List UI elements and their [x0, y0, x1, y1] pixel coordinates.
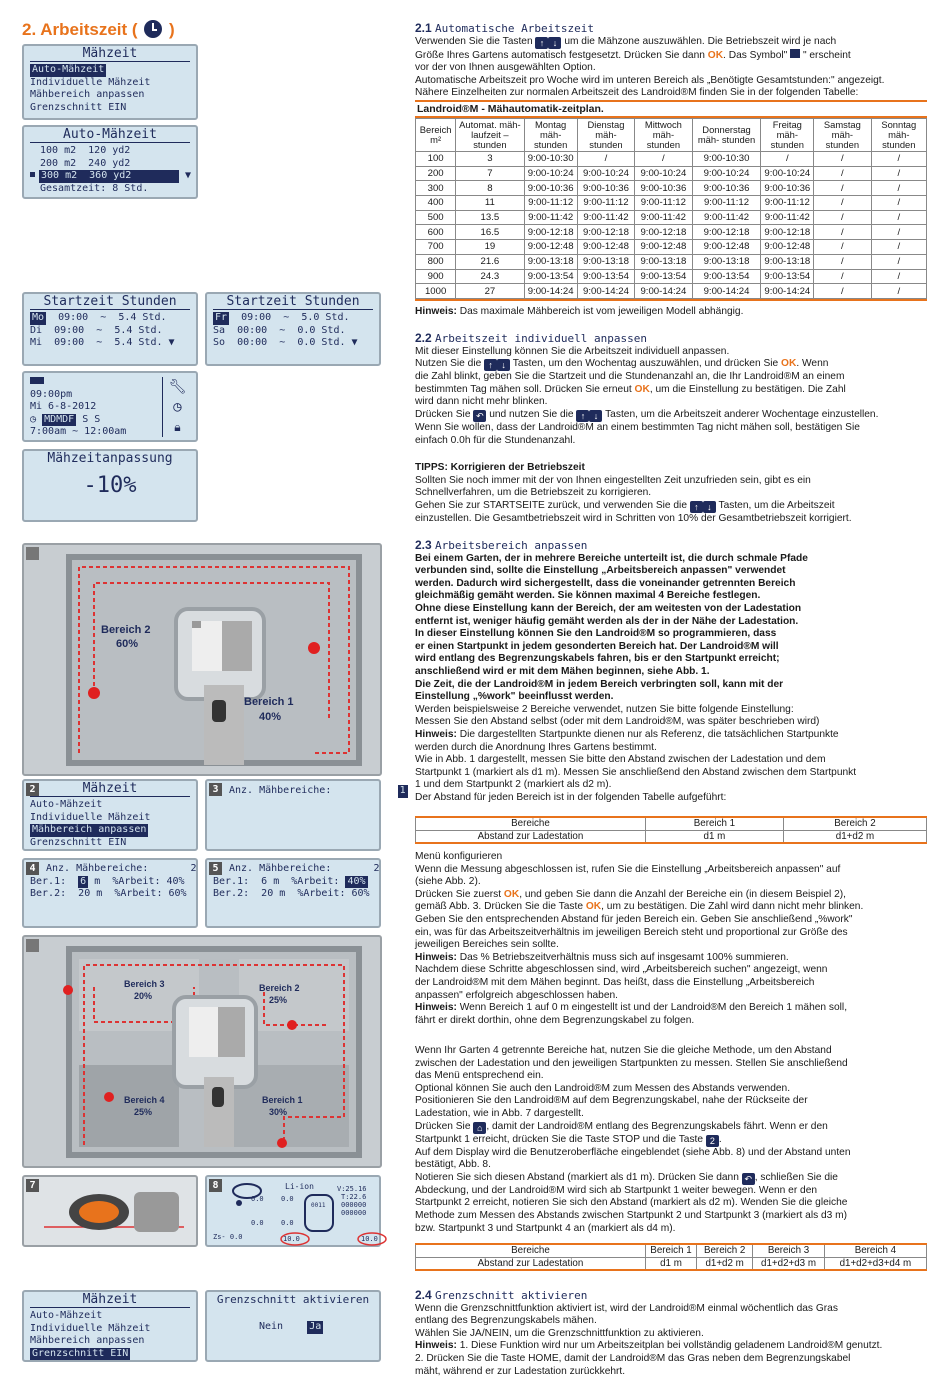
table-cell: / [814, 269, 871, 284]
lcd-mowing-menu [22, 44, 198, 120]
four-areas-section: Wenn Ihr Garten 4 getrennte Bereiche hat, nutzen Sie die gleiche Methode, um den Abstand zwischen der Ladestation und den jeweiligen Startpunkten zu messen. Stellen Sie anschließend das Menü entsprechend ein. Optional können Sie auch den Landroid®M zum Messen des Abstands verwenden. Positionieren Sie den Landroid®M auf dem Begrenzungskabel, nahe der Rückseite der Ladestation, wie in Abb. 7 dargestellt. Drücken Sie ⌂ , damit der Landroid®M entlang des Begrenzungskabels fährt. Wenn er den Startpunkt 1 erreicht, drücken Sie die Taste STOP und die Taste 2 . Auf dem Display wird die Benutzeroberfläche eingeblendet (siehe Abb. 8) und der Abstand unten bestätigt, Abb. 8. Notieren Sie sich diesen Abstand (markiert als d1 m). Drücken Sie dann ↶ , schließen Sie die Abdeckung, und der Landroid®M wird sich ab Startpunkt 1 weiter bewegen. Wenn er den Startpunkt 2 erreicht, notieren Sie sich den Abstand (markiert als d2 m). Wenden Sie die gleiche Methode zum Messen des Abstands zwischen Startpunkt 2 und Startpunkt 3 (markiert als d3 m) bzw. Startpunkt 3 und Startpunkt 4 an (markiert als d4 m). [415, 1045, 851, 1234]
table-cell: Bereiche [416, 817, 646, 830]
table-cell: 9:00-11:42 [761, 210, 814, 225]
table-row [416, 225, 927, 240]
table-cell: 9:00-13:54 [692, 269, 761, 284]
bold-line: Die Zeit, die der Landroid®M in jedem Bereich verbringten soll, kann mit der [415, 678, 784, 690]
lcd-auto-mowing [22, 125, 198, 199]
table-cell: / [871, 166, 926, 181]
area-1-label: Bereich 1 [244, 696, 294, 708]
table-cell: 9:00-10:36 [577, 181, 634, 196]
area-option-selected[interactable]: 300 m2 360 yd2 [39, 170, 179, 183]
option-yes[interactable]: Ja [309, 1321, 322, 1332]
table-header: Montag mäh- stunden [524, 119, 577, 152]
table-cell: Bereich 2 [697, 1244, 753, 1257]
area-4-label: Bereich 4 [124, 1095, 165, 1105]
table-cell: / [871, 225, 926, 240]
menu-item-area[interactable]: Mähbereich anpassen [30, 89, 145, 100]
table-cell: Bereich 1 [645, 817, 783, 830]
table-cell: 9:00-12:48 [524, 240, 577, 255]
table-cell: 9:00-14:24 [577, 284, 634, 299]
distance-field[interactable]: 6 [80, 875, 87, 887]
table-header: Bereich m² [416, 119, 456, 152]
arrow-up-key-icon: ↑ [690, 501, 703, 513]
figure-badge: 2 [26, 783, 39, 796]
figure-badge: 5 [209, 862, 222, 875]
table-header: Sonntag mäh- stunden [871, 119, 926, 152]
lcd-schedule-2: Startzeit Stunden Fr 09:00 ~ 5.0 Std. Sa 00:00 ~ 0.0 Std. So 00:00 ~ 0.0 Std. ▼ [205, 292, 381, 366]
lcd-title: Auto-Mähzeit [30, 127, 190, 143]
area-count-value[interactable]: 1 [399, 785, 406, 796]
lcd-edge-cut [205, 1290, 381, 1362]
area-option[interactable]: 100 m2 120 yd2 [40, 145, 131, 156]
table-cell: 16.5 [456, 225, 524, 240]
menu-item-auto[interactable]: Auto-Mähzeit [32, 64, 105, 75]
table-cell: / [871, 284, 926, 299]
figure-7-mower-position [22, 1175, 198, 1247]
table-cell: / [635, 152, 692, 167]
svg-text:60%: 60% [116, 638, 139, 650]
table-cell: / [814, 210, 871, 225]
svg-text:10.0: 10.0 [361, 1235, 378, 1243]
section-2-4: 2.4 Grenzschnitt aktivieren Wenn die Grenzschnittfunktion aktiviert ist, wird der Landroid®M einmal wöchentlich das Gras entlang des Begrenzungskabels mähen. Wählen Sie JA/NEIN, um die Grenzschnittfunktion zu aktivieren. Hinweis: 1. Diese Funktion wird nur um Arbeitszeitplan bei vollständig geladenem Landroid®M genutzt. 2. Drücken Sie die Taste HOME, damit der Landroid®M das Gras neben dem Begrenzungskabel mäht, während er zur Ladestation zurückkehrt. [415, 1288, 883, 1377]
table-cell: 600 [416, 225, 456, 240]
bold-line: Bei einem Garten, der in mehrere Bereiche unterteilt ist, die durch schmale Pfade [415, 552, 808, 564]
figure-badge [26, 547, 39, 560]
table-cell: / [814, 181, 871, 196]
table-row [416, 166, 927, 181]
svg-text:T:22.6: T:22.6 [341, 1193, 367, 1201]
table-cell: d1+d2 m [697, 1257, 753, 1270]
table-cell: / [871, 210, 926, 225]
svg-text:000000: 000000 [341, 1201, 367, 1209]
table-cell: 9:00-11:42 [577, 210, 634, 225]
table-cell: 9:00-12:48 [761, 240, 814, 255]
table-row [416, 269, 927, 284]
table-cell: Abstand zur Ladestation [416, 830, 646, 843]
lcd-schedule-1: Startzeit Stunden Mo 09:00 ~ 5.4 Std. Di 09:00 ~ 5.4 Std. Mi 09:00 ~ 5.4 Std. ▼ [22, 292, 198, 366]
table-cell: / [814, 240, 871, 255]
clock-icon [144, 20, 162, 38]
table-cell: d1+d2 m [783, 830, 926, 843]
table-header: Freitag mäh- stunden [761, 119, 814, 152]
figure-badge [26, 939, 39, 952]
day-sa[interactable]: Sa [213, 324, 226, 336]
garden-diagram [24, 545, 380, 774]
hint-max-area: Hinweis: Das maximale Mähbereich ist vom jeweiligen Modell abhängig. [415, 306, 744, 317]
table-cell: 9:00-13:18 [692, 254, 761, 269]
section-2-2: 2.2 Arbeitszeit individuell anpassen Mit dieser Einstellung können Sie die Arbeitszeit individuell anpassen. Nutzen Sie die ↑ ↓ Tasten, um den Wochentag auszuwählen, und drücken Sie OK. Wenn die Zahl blinkt, geben Sie die Startzeit und die Stundenanzahl an, die Ihr Landroid®M an einem bestimmten Tag mähen soll. Drücken Sie erneut OK, um die Einstellung zu bestätigen. Die Zahl wird dann nicht mehr blinken. Drücken Sie ↶ und nutzen Sie die ↑ ↓ Tasten, um die Arbeitszeit anderer Wochentage einzustellen. Wenn Sie wollen, dass der Landroid®M an einem bestimmten Tag nicht mähen soll, bestätigen Sie einfach 0.0h für die Stundenanzahl. [415, 331, 879, 446]
table-cell: 9:00-14:24 [635, 284, 692, 299]
bold-line: Einstellung „%work" beeinflusst werden. [415, 691, 614, 703]
back-key-icon: ↶ [473, 410, 486, 422]
start-point-2 [88, 687, 100, 699]
table-cell: / [871, 181, 926, 196]
distance-readout: 10.0 [283, 1235, 300, 1243]
table-cell: 9:00-10:24 [635, 166, 692, 181]
table-cell: 9:00-12:18 [577, 225, 634, 240]
page-title: 2. Arbeitszeit ( ) [22, 20, 175, 39]
figure-badge: 3 [209, 783, 222, 796]
scroll-down-icon[interactable]: ▼ [179, 170, 192, 181]
table-cell: 9:00-10:24 [761, 166, 814, 181]
table-cell: / [814, 152, 871, 167]
day-di[interactable]: Di [30, 324, 43, 336]
svg-text:20%: 20% [134, 991, 153, 1001]
arrow-up-key-icon: ↑ [576, 410, 589, 422]
table-header: Mittwoch mäh- stunden [635, 119, 692, 152]
svg-text:0.0: 0.0 [281, 1219, 294, 1227]
active-days: MDMDF [44, 413, 75, 425]
svg-text:Zs- 0.0: Zs- 0.0 [213, 1233, 243, 1241]
area-1-label: Bereich 1 [262, 1095, 303, 1105]
bold-line: gleichmäßig gemäht werden. Sie können maximal 4 Bereiche festlegen. [415, 590, 761, 602]
table-cell: 100 [416, 152, 456, 167]
table-cell: 9:00-11:42 [692, 210, 761, 225]
table-header: Dienstag mäh- stunden [577, 119, 634, 152]
area-2-label: Bereich 2 [101, 624, 151, 636]
table-header: Samstag mäh- stunden [814, 119, 871, 152]
table-row [416, 196, 927, 211]
table-header: Automat. mäh- laufzeit – stunden [456, 119, 524, 152]
tips-section: TIPPS: Korrigieren der Betriebszeit Sollten Sie noch immer mit der von Ihnen eingestellten Zeit unzufrieden sein, gibt es ein Schnellverfahren, um die Betriebszeit zu korrigieren. Gehen Sie zur STARTSEITE zurück, und verwenden Sie die ↑ ↓ Tasten, um die Arbeitszeit einzustellen. Die Gesamtbetriebszeit wird in Schritten von 10% der Gesamtbetriebszeit korrigiert. [415, 462, 852, 524]
work-percent-field[interactable]: 40% [347, 875, 366, 887]
table-cell: 9:00-12:18 [692, 225, 761, 240]
table-cell: Abstand zur Ladestation [416, 1257, 646, 1270]
table-cell: 9:00-10:36 [761, 181, 814, 196]
menu-item-selected[interactable]: Mähbereich anpassen [32, 824, 147, 835]
menu-item[interactable]: Auto-Mähzeit [30, 1310, 103, 1321]
table-cell: 9:00-10:36 [524, 181, 577, 196]
svg-text:0011: 0011 [311, 1202, 326, 1209]
arrow-down-key-icon: ↓ [703, 501, 716, 513]
table-cell: 9:00-10:24 [577, 166, 634, 181]
section-2-1: 2.1 Automatische Arbeitszeit Verwenden Sie die Tasten ↑ ↓ um die Mähzone auszuwählen. Die Betriebszeit wird je nach Größe Ihres Gartens automatisch festgesetzt. Drücken Sie dann OK. Das Symbol" " erscheint vor der von Ihnen ausgewählten Option. Automatische Arbeitszeit pro Woche wird im unteren Bereich als „Benötigte Gesamtstunden:" angezeigt. Nähere Einzelheiten zur normalen Arbeitszeit des Landroid®M finden Sie in der folgenden Tabelle: [415, 21, 885, 99]
table-cell: Bereich 3 [753, 1244, 825, 1257]
bold-line: wird entlang des Begrenzungskabels fahren, bis er den Startpunkt erreicht; [415, 653, 780, 665]
table-cell: 9:00-11:12 [761, 196, 814, 211]
table-cell: 400 [416, 196, 456, 211]
table-cell: 9:00-12:48 [577, 240, 634, 255]
table-cell: 9:00-10:36 [635, 181, 692, 196]
area-2-label: Bereich 2 [259, 983, 300, 993]
back-key-icon: ↶ [742, 1173, 755, 1185]
lcd-title: Mähzeit [30, 46, 190, 62]
lcd-title: Startzeit Stunden [213, 294, 373, 310]
figure-badge: 8 [209, 1179, 222, 1192]
menu-item-edge[interactable]: Grenzschnitt EIN [30, 101, 127, 113]
figure-1-garden-map [22, 543, 382, 776]
arrow-down-key-icon: ↓ [548, 37, 561, 49]
svg-text:0.0: 0.0 [281, 1195, 294, 1203]
svg-text:40%: 40% [259, 711, 282, 723]
figure-5-area-settings: 5 Anz. Mähbereiche: 2 Ber.1: 6 m %Arbeit: 40% Ber.2: 20 m %Arbeit: 60% [205, 858, 381, 928]
table-cell: d1 m [645, 1257, 696, 1270]
table-cell: / [814, 254, 871, 269]
lcd-home: 09:00pm Mi 6-8-2012 ◷ MDMDF S S 7:00am ~ 12:00am 🔧︎ ◷ 🔒︎ [22, 371, 198, 442]
table-cell: Bereich 4 [824, 1244, 926, 1257]
table-row [416, 240, 927, 255]
table-cell: Bereich 2 [783, 817, 926, 830]
bold-line: anschließend wird er mit dem Mähen beginnen, siehe Abb. 1. [415, 665, 710, 677]
date: Mi 6-8-2012 [30, 401, 97, 412]
table-cell: 21.6 [456, 254, 524, 269]
table-cell: 9:00-13:54 [635, 269, 692, 284]
table-row [416, 152, 927, 167]
table-row [416, 254, 927, 269]
table-row [416, 284, 927, 299]
svg-text:Li-ion: Li-ion [285, 1182, 314, 1191]
time-range: 7:00am ~ 12:00am [30, 426, 127, 437]
table-cell: / [577, 152, 634, 167]
total-time: Gesamtzeit: 8 Std. [40, 182, 149, 194]
svg-text:0.0: 0.0 [251, 1195, 264, 1203]
figure-4-area-settings: 4 Anz. Mähbereiche: 2 Ber.1: 6 m %Arbeit: 40% Ber.2: 20 m %Arbeit: 60% [22, 858, 198, 928]
table-cell: 800 [416, 254, 456, 269]
start-point-1 [308, 642, 320, 654]
arrow-up-key-icon: ↑ [484, 359, 497, 371]
menu-item[interactable]: Grenzschnitt EIN [30, 836, 127, 848]
key-2-icon: 2 [706, 1135, 719, 1147]
table-cell: 9:00-10:30 [524, 152, 577, 167]
table-cell: 13.5 [456, 210, 524, 225]
table-cell: 11 [456, 196, 524, 211]
table-row [416, 817, 927, 830]
clock-icon[interactable]: ◷ [173, 399, 182, 415]
table-cell: 9:00-14:24 [692, 284, 761, 299]
table-cell: 900 [416, 269, 456, 284]
garden-diagram-4-areas [24, 937, 380, 1166]
svg-text:000000: 000000 [341, 1209, 367, 1217]
svg-text:0.0: 0.0 [251, 1219, 264, 1227]
table-cell: d1+d2+d3 m [753, 1257, 825, 1270]
bold-line: werden. Dadurch wird sichergestellt, dass die voneinander getrennten Bereich [415, 577, 796, 589]
table-cell: 7 [456, 166, 524, 181]
figure-2-menu [22, 779, 198, 851]
bold-line: In dieser Einstellung können Sie den Landroid®M so programmieren, dass [415, 628, 777, 640]
lcd-title: Mähzeit [30, 781, 190, 797]
table-cell: 9:00-13:54 [524, 269, 577, 284]
figure-6-garden-map [22, 935, 382, 1168]
adjust-value: -10% [83, 473, 137, 498]
schedule-table-wrap [415, 100, 927, 301]
table-cell: / [871, 254, 926, 269]
lcd-title: Grenzschnitt aktivieren [216, 1293, 370, 1306]
area-3-label: Bereich 3 [124, 979, 165, 989]
lcd-time-adjust [22, 449, 198, 522]
table-cell: 200 [416, 166, 456, 181]
clock-icon: ◷ [30, 413, 37, 425]
menu-item[interactable]: Mähbereich anpassen [30, 1335, 145, 1346]
arrow-down-key-icon: ↓ [589, 410, 602, 422]
table-cell: 1000 [416, 284, 456, 299]
lock-icon[interactable]: 🔒︎ [174, 420, 181, 434]
day-mo[interactable]: Mo [32, 312, 45, 323]
svg-text:30%: 30% [269, 1107, 288, 1117]
table-cell: 9:00-13:18 [577, 254, 634, 269]
svg-text:25%: 25% [134, 1107, 153, 1117]
table-row [416, 181, 927, 196]
table-row [416, 1244, 927, 1257]
table-cell: 24.3 [456, 269, 524, 284]
table-cell: 9:00-14:24 [524, 284, 577, 299]
distance-table-2 [415, 816, 927, 844]
figure-8-measure-display [205, 1175, 381, 1247]
day-mi[interactable]: Mi [30, 337, 43, 348]
table-cell: 9:00-12:48 [635, 240, 692, 255]
menu-item[interactable]: Individuelle Mähzeit [30, 811, 151, 823]
bold-line: Ohne diese Einstellung kann der Bereich, der am weitesten von der Ladestation [415, 602, 802, 614]
section-2-3: 2.3 Arbeitsbereich anpassen Bei einem Garten, der in mehrere Bereiche unterteilt ist, die durch schmale Pfade verbunden sind, sollte die Einstellung „Arbeitsbereich anpassen" verwendet werden. Dadurch wird sichergestellt, dass die voneinander getrennten Bereich gleichmäßig gemäht werden. Sie können maximal 4 Bereiche festlegen. Ohne diese Einstellung kann der Bereich, der am weitesten von der Ladestation entfernt ist, weniger häufig gemäht werden als der in der Nähe der Ladestation. In dieser Einstellung können Sie den Landroid®M so programmieren, dass er einen Startpunkt in jedem gesonderten Bereich hat. Der Landroid®M will wird entlang des Begrenzungskabels fahren, bis er den Startpunkt erreicht; anschließend wird er mit dem Mähen beginnen, siehe Abb. 1. Die Zeit, die der Landroid®M in jedem Bereich verbringten soll, kann mit der Einstellung „%work" beeinflusst werden. Werden beispielsweise 2 Bereiche verwendet, nutzen Sie bitte folgende Einstellung: Messen Sie den Abstand selbst (oder mit dem Landroid®M, was später beschrieben wird) Hinweis: Die dargestellten Startpunkte dienen nur als Referenz, die tatsächlichen Startpunkte werden durch die Anordnung Ihres Gartens bestimmt. Wie in Abb. 1 dargestellt, messen Sie bitte den Abstand zwischen der Ladestation und dem Startpunkt 1 (markiert als d1 m). Messen Sie anschließend den Abstand zwischen dem Startpunkt 1 und dem Startpunkt 2 (markiert als d2 m). Der Abstand für jeden Bereich ist in der folgenden Tabelle aufgeführt: [415, 539, 927, 804]
table-cell: 27 [456, 284, 524, 299]
selection-symbol-icon [790, 49, 800, 58]
table-cell: / [871, 196, 926, 211]
svg-text:25%: 25% [269, 995, 288, 1005]
menu-config-section: Menü konfigurieren Wenn die Messung abgeschlossen ist, rufen Sie die Einstellung „Arbeitsbereich anpassen" auf (siehe Abb. 2). Drücken Sie zuerst OK, und geben Sie dann die Anzahl der Bereiche ein (in diesem Beispiel 2), gemäß Abb. 3. Drücken Sie die Taste OK, um zu bestätigen. Die Zahl wird dann nicht mehr blinken. Geben Sie den entsprechenden Abstand für jeden Bereich ein. Geben Sie anschließend „%work" ein, was für das Arbeitszeitverhältnis im jeweiligen Bereich steht und proportional zur Größe des jeweiligen Bereiches sein sollte. Hinweis: Das % Betriebszeitverhältnis muss sich auf insgesamt 100% summieren. Nachdem diese Schritte abgeschlossen sind, wird „Arbeitsbereich suchen" angezeigt, wenn der Landroid®M mit dem Mähen beginnt. Das heißt, dass die Einstellung „Arbeitsbereich anpassen" erfolgreich abgeschlossen haben. Hinweis: Wenn Bereich 1 auf 0 m eingestellt ist und der Landroid®M den Bereich 1 mähen soll, fährt er direkt dorthin, ohne dem Begrenzungskabel zu folgen. [415, 851, 864, 1026]
area-option[interactable]: 200 m2 240 yd2 [40, 157, 131, 169]
lcd-title: Startzeit Stunden [30, 294, 190, 310]
table-row [416, 210, 927, 225]
lcd-mowing-menu-edge [22, 1290, 198, 1362]
bold-line: verbunden sind, sollte die Einstellung „Arbeitsbereich anpassen" verwendet [415, 565, 786, 577]
table-cell: 9:00-10:24 [524, 166, 577, 181]
table-cell: 19 [456, 240, 524, 255]
table-cell: / [871, 152, 926, 167]
table-row [416, 1257, 927, 1270]
table-cell: / [871, 269, 926, 284]
table-cell: 9:00-13:18 [524, 254, 577, 269]
table-cell: 9:00-14:24 [761, 284, 814, 299]
selected-marker-icon [30, 172, 35, 177]
table-cell: 9:00-13:18 [635, 254, 692, 269]
arrow-down-key-icon: ↓ [497, 359, 510, 371]
arrow-up-key-icon: ↑ [535, 37, 548, 49]
table-cell: 8 [456, 181, 524, 196]
table-caption: Landroid®M - Mähautomatik-zeitplan. [415, 100, 927, 118]
table-cell: 9:00-13:54 [761, 269, 814, 284]
menu-item[interactable]: Individuelle Mähzeit [30, 1322, 151, 1334]
table-cell: 9:00-13:54 [577, 269, 634, 284]
table-cell: 9:00-12:18 [761, 225, 814, 240]
table-cell: / [814, 225, 871, 240]
scroll-down-icon[interactable]: ▼ [168, 337, 175, 348]
table-cell: 9:00-10:24 [692, 166, 761, 181]
menu-item-individual[interactable]: Individuelle Mähzeit [30, 76, 151, 88]
table-cell: 500 [416, 210, 456, 225]
battery-icon [30, 377, 44, 384]
clock-time: 09:00pm [30, 388, 73, 400]
menu-item-selected[interactable]: Grenzschnitt EIN [32, 1347, 129, 1359]
table-cell: / [814, 284, 871, 299]
day-so[interactable]: So [213, 337, 226, 348]
table-cell: 9:00-12:18 [524, 225, 577, 240]
table-cell: 300 [416, 181, 456, 196]
table-cell: d1 m [645, 830, 783, 843]
day-fr[interactable]: Fr [215, 312, 228, 323]
option-no[interactable]: Nein [259, 1321, 284, 1332]
table-cell: 9:00-13:18 [761, 254, 814, 269]
table-cell: 9:00-11:42 [524, 210, 577, 225]
figure-3-area-count: 3 Anz. Mähbereiche: 1 [205, 779, 381, 851]
scroll-down-icon[interactable]: ▼ [351, 337, 358, 348]
figure-badge: 4 [26, 862, 39, 875]
table-cell: 9:00-11:12 [635, 196, 692, 211]
table-header: Donnerstag mäh- stunden [692, 119, 761, 152]
table-cell: / [871, 240, 926, 255]
table-cell: 9:00-12:18 [635, 225, 692, 240]
wrench-icon[interactable]: 🔧︎ [168, 379, 187, 395]
table-cell: 9:00-11:42 [635, 210, 692, 225]
bold-line: er einen Startpunkt in jedem gesonderten Bereich hat. Der Landroid®M will [415, 640, 779, 652]
diagnostic-screen [207, 1177, 379, 1245]
table-cell: 9:00-12:48 [692, 240, 761, 255]
table-cell: Bereiche [416, 1244, 646, 1257]
figure-badge: 7 [26, 1179, 39, 1192]
bold-line: entfernt ist, weniger häufig gemäht werden als der in der Nähe der Ladestation. [415, 615, 799, 627]
table-cell: 9:00-11:12 [524, 196, 577, 211]
table-cell: / [761, 152, 814, 167]
home-key-icon: ⌂ [473, 1122, 486, 1134]
table-cell: 700 [416, 240, 456, 255]
table-cell: 9:00-10:30 [692, 152, 761, 167]
table-cell: 9:00-11:12 [692, 196, 761, 211]
lcd-title: Mähzeitanpassung [47, 451, 173, 466]
menu-item[interactable]: Auto-Mähzeit [30, 799, 103, 810]
mower-illustration [24, 1177, 196, 1245]
table-cell: 3 [456, 152, 524, 167]
table-row [416, 830, 927, 843]
svg-text:V:25.16: V:25.16 [337, 1185, 367, 1193]
table-cell: 9:00-10:36 [692, 181, 761, 196]
table-cell: / [814, 196, 871, 211]
distance-table-4 [415, 1243, 927, 1271]
schedule-table [415, 118, 927, 299]
table-cell: d1+d2+d3+d4 m [824, 1257, 926, 1270]
table-cell: Bereich 1 [645, 1244, 696, 1257]
lcd-title: Mähzeit [30, 1292, 190, 1308]
table-cell: / [814, 166, 871, 181]
table-cell: 9:00-11:12 [577, 196, 634, 211]
